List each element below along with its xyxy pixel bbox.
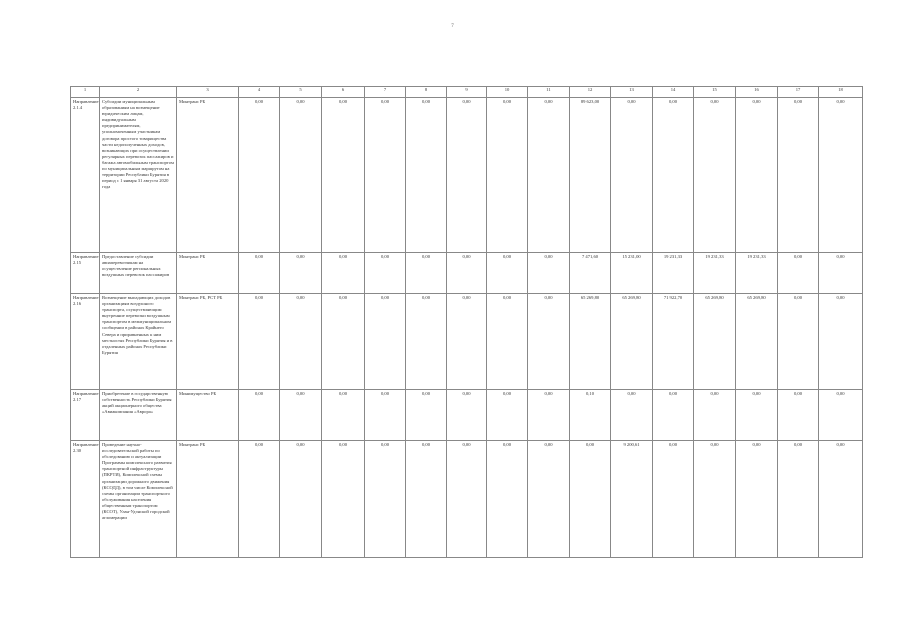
value-cell: 0,00 [365,390,406,441]
value-cell: 65 269,80 [570,294,611,390]
value-cell: 0,00 [406,390,447,441]
row-code: Направление 2.15 [71,253,100,294]
value-cell: 0,00 [447,441,487,558]
value-cell: 9 200,61 [611,441,653,558]
value-cell: 0,00 [736,390,778,441]
column-header: 5 [280,87,322,98]
column-header: 10 [487,87,528,98]
row-code: Направление 2.1.4 [71,98,100,253]
value-cell: 0,00 [819,390,863,441]
value-cell: 0,00 [611,390,653,441]
table-row [71,98,863,253]
row-code: Направление 2.16 [71,294,100,390]
table-row [71,294,863,390]
table-row [71,253,863,294]
value-cell: 19 231,33 [736,253,778,294]
value-cell: 0,00 [239,294,280,390]
value-cell: 0,00 [447,390,487,441]
value-cell: 0,00 [365,253,406,294]
value-cell: 0,00 [447,253,487,294]
value-cell: 0,00 [819,253,863,294]
value-cell: 0,00 [778,441,819,558]
row-description: Возмещение выпадающих доходов организациям воздушного транспорта, осуществляющим внутренние перевозки воздушным транспортом в межмуниципальном сообщении в районах Крайнего Севера и приравненных к ним местностях Республики Бурятия и в отдаленных районах Республики Бурятия [100,294,177,390]
value-cell: 65 269,80 [694,294,736,390]
value-cell: 19 231,33 [694,253,736,294]
value-cell: 0,00 [778,98,819,253]
value-cell: 0,00 [280,98,322,253]
value-cell: 7 471,60 [570,253,611,294]
value-cell: 0,00 [487,98,528,253]
row-code: Направление 2.17 [71,390,100,441]
value-cell: 0,00 [406,294,447,390]
row-description: Субсидии муниципальным образованиям на возмещение юридическим лицам, индивидуальным предпринимателям, уполномоченным участникам договора простого товарищества части недополученных доходов, возникающих при осуществлении регулярных перевозок пассажиров и багажа автомобильным транспортом по муниципальным маршрутам на территории Республики Бурятия в период с 1 января 31 августа 2020 года [100,98,177,253]
value-cell: 0,00 [365,98,406,253]
table-row [71,390,863,441]
row-executor: Минтранс РБ, РСТ РБ [177,294,239,390]
table-row [71,441,863,558]
value-cell: 0,00 [280,441,322,558]
value-cell: 0,00 [653,441,694,558]
column-header: 8 [406,87,447,98]
value-cell: 0,00 [406,253,447,294]
column-header: 16 [736,87,778,98]
page-number: 7 [451,24,454,29]
column-header: 17 [778,87,819,98]
row-description: Приобретение в государственную собственность Республики Бурятия акций акционерного общества «Авиакомпания «Аврора» [100,390,177,441]
value-cell: 0,00 [528,253,570,294]
value-cell: 0,00 [570,441,611,558]
row-description: Проведение научно-исследовательской работы по обследованию и актуализации Программы комплексного развития транспортной инфраструктуры (ПКРТИ), Комплексной схемы организации дорожного движения (КСОДД), в том числе Комплексной схемы организации транспортного обслуживания населения общественным транспортом (КСОТ), Улан-Удэнской городской агломерации [100,441,177,558]
row-description: Предоставление субсидии авиаперевозчикам на осуществление региональных воздушных перевозок пассажиров [100,253,177,294]
column-header: 3 [177,87,239,98]
value-cell: 0,00 [239,390,280,441]
value-cell: 0,00 [239,441,280,558]
value-cell: 0,00 [778,294,819,390]
row-executor: Минтранс РБ [177,441,239,558]
column-header: 14 [653,87,694,98]
value-cell: 0,00 [778,253,819,294]
column-header: 9 [447,87,487,98]
column-header: 12 [570,87,611,98]
value-cell: 0,00 [736,441,778,558]
value-cell: 0,00 [447,294,487,390]
row-executor: Минтранс РБ [177,253,239,294]
value-cell: 0,00 [447,98,487,253]
value-cell: 0,00 [819,441,863,558]
value-cell: 0,00 [736,98,778,253]
row-executor: Минтранс РБ [177,98,239,253]
value-cell: 0,00 [487,294,528,390]
value-cell: 0,00 [694,390,736,441]
value-cell: 0,00 [280,253,322,294]
value-cell: 0,00 [487,390,528,441]
column-header: 11 [528,87,570,98]
value-cell: 0,00 [365,294,406,390]
value-cell: 0,00 [280,294,322,390]
column-header: 1 [71,87,100,98]
value-cell: 0,00 [322,441,365,558]
value-cell: 0,00 [653,390,694,441]
column-header: 7 [365,87,406,98]
value-cell: 0,00 [528,294,570,390]
column-header: 6 [322,87,365,98]
value-cell: 0,00 [322,253,365,294]
value-cell: 0,00 [239,253,280,294]
value-cell: 65 269,80 [736,294,778,390]
budget-table [70,86,863,558]
value-cell: 0,00 [322,98,365,253]
column-header: 4 [239,87,280,98]
value-cell: 65 269,80 [611,294,653,390]
value-cell: 0,00 [528,390,570,441]
value-cell: 0,00 [528,98,570,253]
value-cell: 0,00 [694,441,736,558]
value-cell: 0,00 [406,441,447,558]
value-cell: 0,00 [322,294,365,390]
row-code: Направление 2.30 [71,441,100,558]
value-cell: 0,00 [487,253,528,294]
value-cell: 0,10 [570,390,611,441]
header-row [71,87,863,98]
value-cell: 0,00 [528,441,570,558]
value-cell: 0,00 [611,98,653,253]
column-header: 13 [611,87,653,98]
column-header: 2 [100,87,177,98]
value-cell: 89 623,00 [570,98,611,253]
value-cell: 71 922,70 [653,294,694,390]
value-cell: 15 231,00 [611,253,653,294]
value-cell: 0,00 [322,390,365,441]
value-cell: 0,00 [694,98,736,253]
value-cell: 0,00 [406,98,447,253]
value-cell: 0,00 [487,441,528,558]
value-cell: 0,00 [819,98,863,253]
column-header: 18 [819,87,863,98]
value-cell: 0,00 [819,294,863,390]
value-cell: 0,00 [280,390,322,441]
column-header: 15 [694,87,736,98]
value-cell: 0,00 [778,390,819,441]
value-cell: 0,00 [239,98,280,253]
value-cell: 19 231,33 [653,253,694,294]
value-cell: 0,00 [365,441,406,558]
value-cell: 0,00 [653,98,694,253]
row-executor: Минимущество РБ [177,390,239,441]
